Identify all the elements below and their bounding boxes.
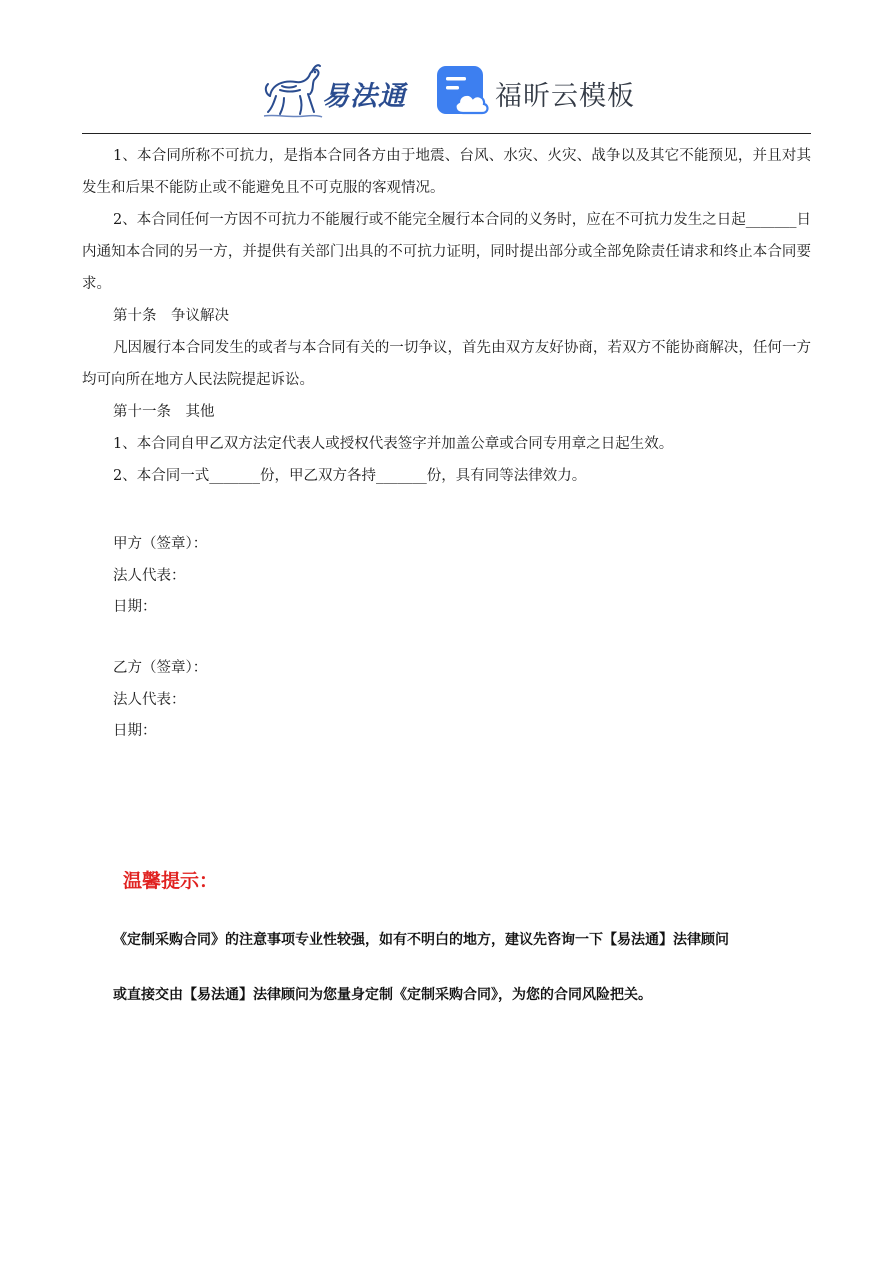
party-b-sign-label: 乙方（签章）：	[113, 660, 208, 676]
fuxin-logo-text: 福昕云模板	[495, 81, 635, 112]
party-b-date-label: 日期：	[113, 723, 157, 739]
dispute-resolution-text: 凡因履行本合同发生的或者与本合同有关的一切争议，首先由双方友好协商，若双方不能协商解决，任何一方均可向所在地方人民法院提起诉讼。	[82, 340, 811, 388]
copies-clause: 2、本合同一式_______份，甲乙双方各持_______份，具有同等法律效力。	[113, 468, 587, 484]
qilin-icon	[262, 62, 324, 120]
contract-body	[82, 140, 811, 492]
party-a-rep-label: 法人代表：	[113, 567, 186, 584]
party-a-date-label: 日期：	[113, 599, 157, 615]
party-b-rep-label: 法人代表：	[113, 691, 186, 708]
header-divider	[82, 133, 811, 134]
tip-line-2: 或直接交由【易法通】法律顾问为您量身定制《定制采购合同》，为您的合同风险把关。	[113, 987, 652, 1003]
page-header	[0, 58, 893, 122]
party-a-signature-block	[113, 529, 207, 624]
section-heading-other: 第十一条 其他	[113, 404, 215, 420]
fuxin-logo	[437, 65, 637, 117]
cloud-document-icon	[437, 65, 489, 117]
section-heading-dispute: 第十条 争议解决	[113, 308, 229, 324]
party-b-signature-block	[113, 653, 207, 748]
effective-date-clause: 1、本合同自甲乙双方法定代表人或授权代表签字并加盖公章或合同专用章之日起生效。	[113, 436, 674, 452]
yifatong-logo	[262, 62, 412, 120]
force-majeure-definition: 1、本合同所称不可抗力，是指本合同各方由于地震、台风、水灾、火灾、战争以及其它不能预见，并且对其发生和后果不能防止或不能避免且不可克服的客观情况。	[82, 148, 811, 196]
tip-line-1: 《定制采购合同》的注意事项专业性较强，如有不明白的地方，建议先咨询一下【易法通】法律顾问	[113, 932, 729, 948]
force-majeure-notice: 2、本合同任何一方因不可抗力不能履行或不能完全履行本合同的义务时，应在不可抗力发生之日起_______日内通知本合同的另一方，并提供有关部门出具的不可抗力证明，同时提出部分或全部免除责任请求和终止本合同要求。	[82, 212, 811, 292]
tip-title: 温馨提示：	[123, 870, 219, 892]
party-a-sign-label: 甲方（签章）：	[113, 536, 208, 552]
yifatong-logo-text: 易法通	[322, 81, 406, 112]
